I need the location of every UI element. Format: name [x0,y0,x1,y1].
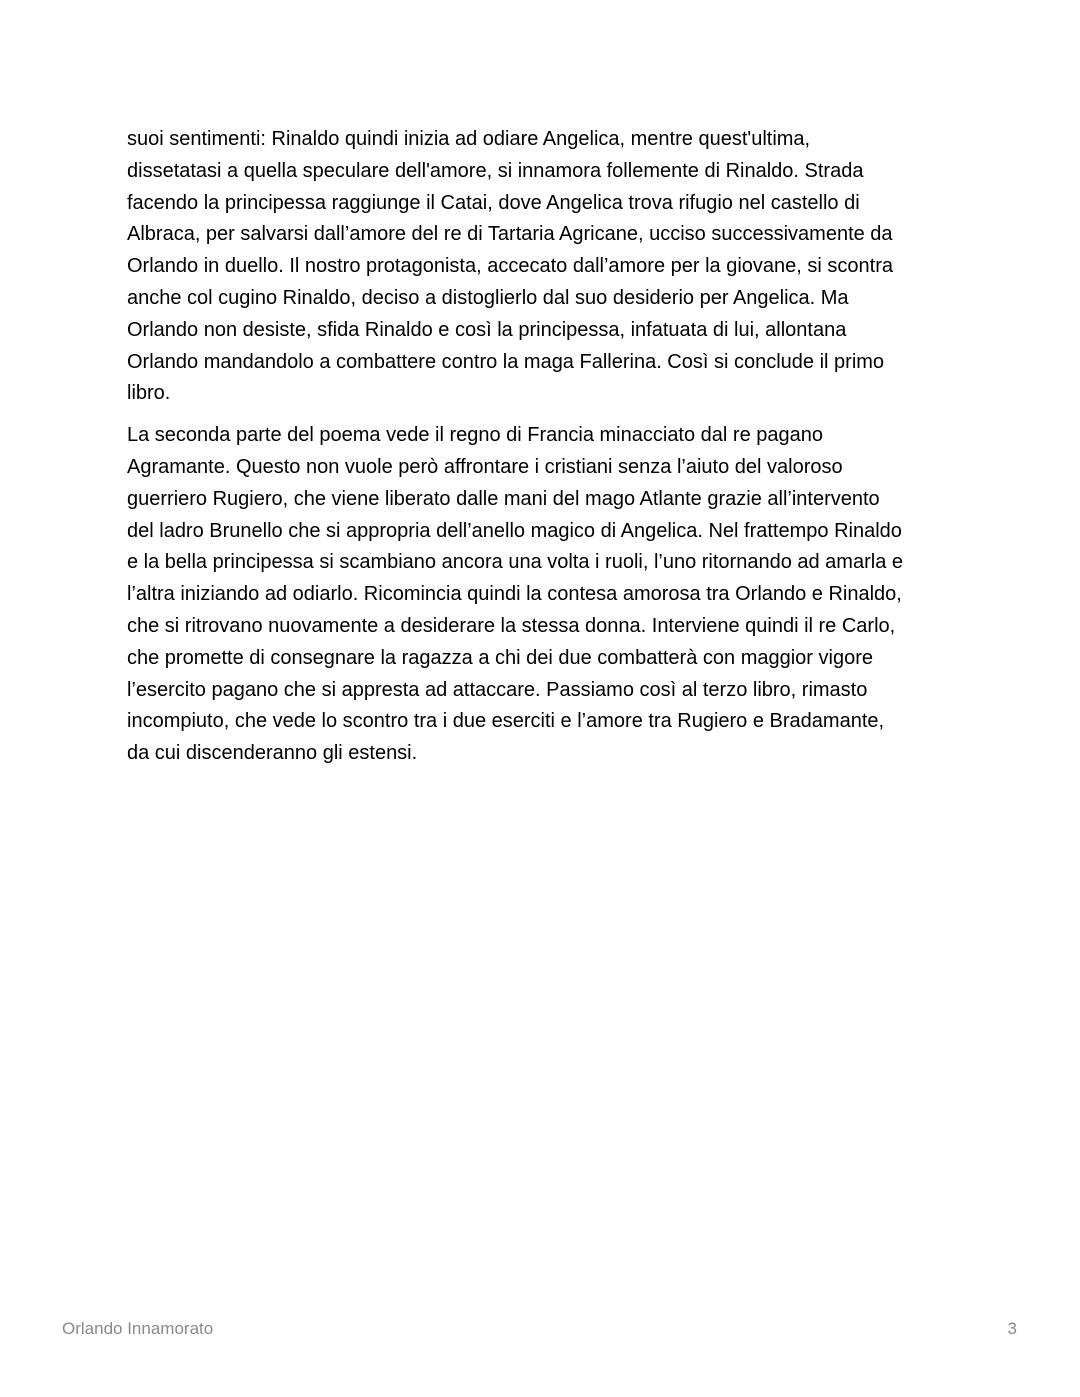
footer-page-number: 3 [1007,1319,1017,1338]
paragraph-2: La seconda parte del poema vede il regno di Francia minacciato dal re pagano Agramante. Questo non vuole però affrontare i cristiani senza l’aiuto del valoroso guerriero Rugiero, che viene liberato dalle mani del mago Atlante grazie all’intervento del ladro Brunello che si appropria dell’anello magico di Angelica. Nel frattempo Rinaldo e la bella principessa si scambiano ancora una volta i ruoli, l’uno ritornando ad amarla e l’altra iniziando ad odiarlo. Ricomincia quindi la contesa amorosa tra Orlando e Rinaldo, che si ritrovano nuovamente a desiderare la stessa donna. Interviene quindi il re Carlo, che promette di consegnare la ragazza a chi dei due combatterà con maggior vigore l’esercito pagano che si appresta ad attaccare. Passiamo così al terzo libro, rimasto incompiuto, che vede lo scontro tra i due eserciti e l’amore tra Rugiero e Bradamante, da cui discenderanno gli estensi. [127,424,903,765]
paragraph-1: suoi sentimenti: Rinaldo quindi inizia ad odiare Angelica, mentre quest'ultima, dissetatasi a quella speculare dell'amore, si innamora follemente di Rinaldo. Strada facendo la principessa raggiunge il Catai, dove Angelica trova rifugio nel castello di Albraca, per salvarsi dall’amore del re di Tartaria Agricane, ucciso successivamente da Orlando in duello. Il nostro protagonista, accecato dall’amore per la giovane, si scontra anche col cugino Rinaldo, deciso a distoglierlo dal suo desiderio per Angelica. Ma Orlando non desiste, sfida Rinaldo e così la principessa, infatuata di lui, allontana Orlando mandandolo a combattere contro la maga Fallerina. Così si conclude il primo libro. [127,128,893,405]
document-body [127,124,967,780]
footer-document-title: Orlando Innamorato [62,1319,214,1338]
